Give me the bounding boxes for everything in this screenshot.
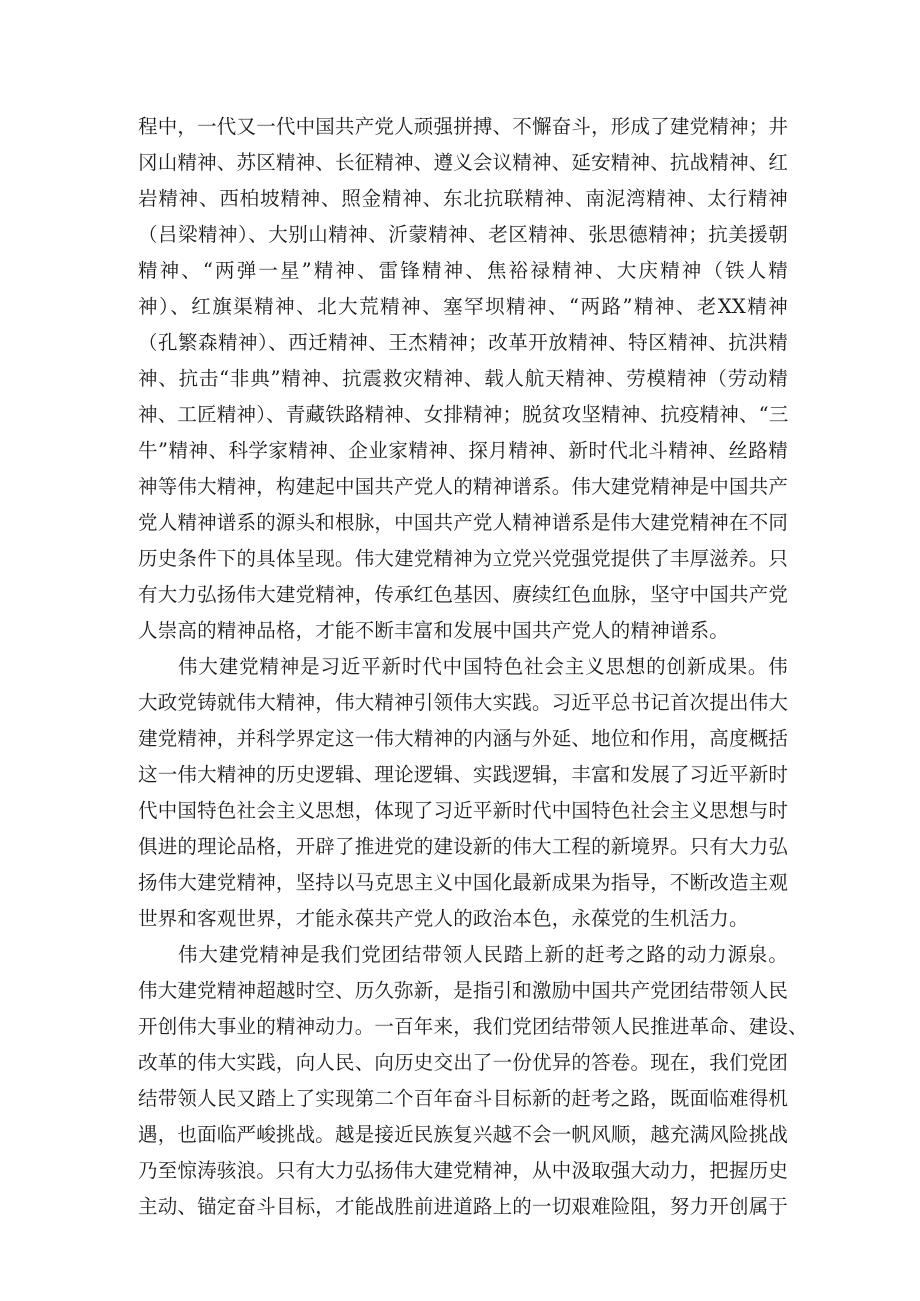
text-line: 世界和客观世界，才能永葆共产党人的政治本色，永葆党的生机活力。 (138, 907, 749, 930)
text-line: 精神、“两弹一星”精神、雷锋精神、焦裕禄精神、大庆精神（铁人精 (138, 259, 788, 282)
text-line: 主动、锚定奋斗目标，才能战胜前进道路上的一切艰难险阻，努力开创属于 (138, 1195, 789, 1218)
text-line: 人崇高的精神品格，才能不断丰富和发展中国共产党人的精神谱系。 (138, 619, 730, 642)
text-line: 开创伟大事业的精神动力。一百年来，我们党团结带领人民推进革命、建设、 (138, 1015, 808, 1038)
text-line: 神）、红旗渠精神、北大荒精神、塞罕坝精神、“两路”精神、老XX精神 (138, 295, 788, 318)
text-line: 结带领人民又踏上了实现第二个百年奋斗目标新的赶考之路，既面临难得机 (138, 1087, 789, 1110)
text-line: 历史条件下的具体呈现。伟大建党精神为立党兴党强党提供了丰厚滋养。只 (138, 547, 789, 570)
text-line: 程中，一代又一代中国共产党人顽强拼搏、不懈奋斗，形成了建党精神；井 (138, 115, 789, 138)
text-line: 遇，也面临严峻挑战。越是接近民族复兴越不会一帆风顺，越充满风险挑战 (138, 1123, 789, 1146)
text-line: 神、工匠精神）、青藏铁路精神、女排精神；脱贫攻坚精神、抗疫精神、“三 (138, 403, 789, 426)
text-line: 有大力弘扬伟大建党精神，传承红色基因、赓续红色血脉，坚守中国共产党 (138, 583, 789, 606)
text-line: 冈山精神、苏区精神、长征精神、遵义会议精神、延安精神、抗战精神、红 (138, 151, 789, 174)
text-line: 神等伟大精神，构建起中国共产党人的精神谱系。伟大建党精神是中国共产 (138, 475, 789, 498)
text-line: 扬伟大建党精神，坚持以马克思主义中国化最新成果为指导，不断改造主观 (138, 871, 789, 894)
paragraph-start-line: 伟大建党精神是习近平新时代中国特色社会主义思想的创新成果。伟 (178, 655, 788, 678)
text-line: 这一伟大精神的历史逻辑、理论逻辑、实践逻辑，丰富和发展了习近平新时 (138, 763, 789, 786)
text-line: 代中国特色社会主义思想，体现了习近平新时代中国特色社会主义思想与时 (138, 799, 789, 822)
text-line: 大政党铸就伟大精神，伟大精神引领伟大实践。习近平总书记首次提出伟大 (138, 691, 789, 714)
text-line: 伟大建党精神超越时空、历久弥新，是指引和激励中国共产党团结带领人民 (138, 979, 789, 1002)
paragraph-start-line: 伟大建党精神是我们党团结带领人民踏上新的赶考之路的动力源泉。 (178, 943, 788, 966)
text-line: 党人精神谱系的源头和根脉，中国共产党人精神谱系是伟大建党精神在不同 (138, 511, 789, 534)
text-line: 俱进的理论品格，开辟了推进党的建设新的伟大工程的新境界。只有大力弘 (138, 835, 789, 858)
text-line: 乃至惊涛骇浪。只有大力弘扬伟大建党精神，从中汲取强大动力，把握历史 (138, 1159, 789, 1182)
text-line: 改革的伟大实践，向人民、向历史交出了一份优异的答卷。现在，我们党团 (138, 1051, 789, 1074)
text-line: 牛”精神、科学家精神、企业家精神、探月精神、新时代北斗精神、丝路精 (138, 439, 788, 462)
text-line: （孔繁森精神）、西迁精神、王杰精神；改革开放精神、特区精神、抗洪精 (138, 331, 788, 354)
text-line: （吕梁精神）、大别山精神、沂蒙精神、老区精神、张思德精神；抗美援朝 (138, 223, 788, 246)
text-line: 岩精神、西柏坡精神、照金精神、东北抗联精神、南泥湾精神、太行精神 (138, 187, 788, 210)
text-line: 建党精神，并科学界定这一伟大精神的内涵与外延、地位和作用，高度概括 (138, 727, 789, 750)
text-line: 神、抗击“非典”精神、抗震救灾精神、载人航天精神、劳模精神（劳动精 (138, 367, 788, 390)
